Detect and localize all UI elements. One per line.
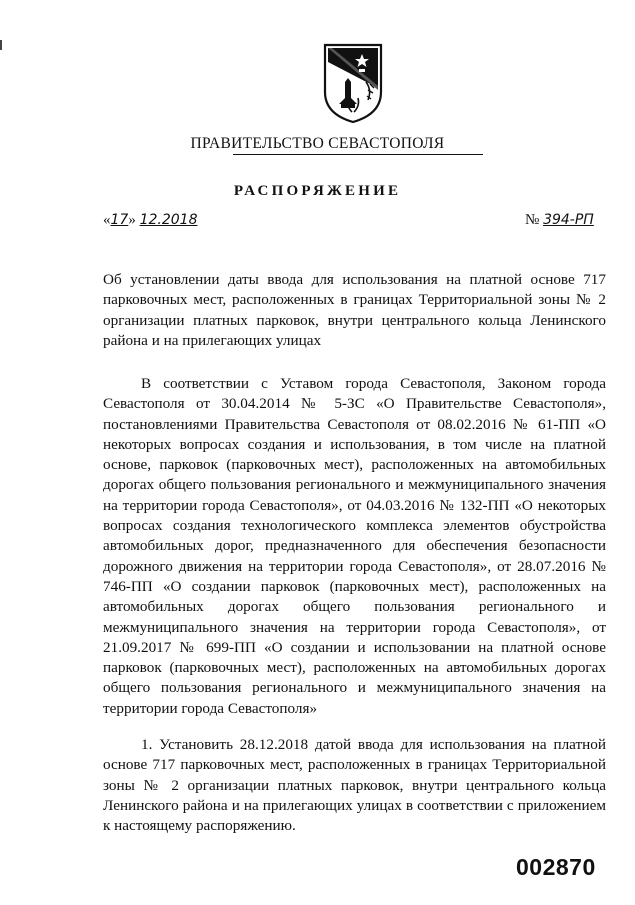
document-serial-number: 002870 [516,854,596,880]
date-close-quote: » [128,212,140,228]
date-day: 17 [110,212,129,228]
preamble-paragraph: В соответствии с Уставом города Севастополя, Законом города Севастополя от 30.04.2014 № 5-ЗС «О Правительстве Севастополя», постановлениями Правительства Севастополя от 08.02.2016 № 61-ПП «О некоторых вопросах создания и использования, в том числе на платной основе, парковок (парковочных мест), расположенных на автомобильных дорогах общего пользования регионального и межмуниципального значения на территории города Севастополя», от 04.03.2016 № 132-ПП «О некоторых вопросах создания технологического комплекса элементов обустройства автомобильных дорог, предназначенного для обеспечения безопасности дорожного движения на территории города Севастополя», от 28.07.2016 № 746-ПП «О создании парковок (парковочных мест), расположенных на автомобильных дорогах общего пользования регионального и межмуниципального значения на территории города Севастополя», от 21.09.2017 № 699-ПП «О создании и использовании на платной основе парковок (парковочных мест), расположенных на автомобильных дорогах общего пользования регионального и межмуниципального значения на территории города Севастополя» [103,375,606,717]
scan-edge-mark [0,40,2,50]
number-value: 394-РП [543,212,594,228]
document-number [525,212,594,229]
document-date [103,212,197,229]
document-type-heading: РАСПОРЯЖЕНИЕ [233,183,402,199]
date-open-quote: « [103,212,111,228]
government-title: ПРАВИТЕЛЬСТВО СЕВАСТОПОЛЯ [190,135,445,152]
date-month-year: 12.2018 [139,212,198,228]
number-sign: № [525,212,544,228]
clause-1-paragraph: 1. Установить 28.12.2018 датой ввода для использования на платной основе 717 парковочных мест, расположенных в границах Территориальной зоны № 2 организации платных парковок, внутри центрального кольца Ленинского района и на прилегающих улицах в соответствии с приложением к настоящему распоряжению. [103,736,606,835]
sevastopol-coat-of-arms-emblem [322,42,384,124]
document-subject: Об установлении даты ввода для использования на платной основе 717 парковочных мест, расположенных в границах Территориальной зоны № 2 организации платных парковок, внутри центрального кольца Ленинского района и на прилегающих улицах [103,271,606,350]
title-underline [233,154,483,155]
